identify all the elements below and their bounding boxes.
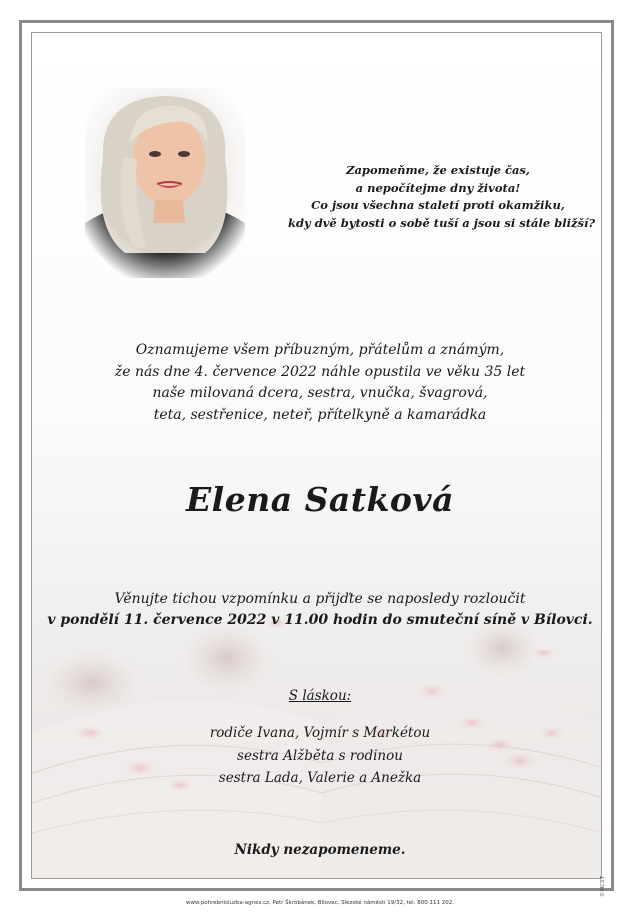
poem-line: Co jsou všechna staletí proti okamžiku, (311, 198, 565, 212)
footer-contact: www.pohrebnisluzba-agnes.cz, Petr Škrobánek, Bílovec, Slezské náměstí 19/32, tel. 800 111 202. (186, 900, 454, 906)
announcement (70, 340, 570, 426)
announcement-line: Oznamujeme všem příbuzným, přátelům a známým, (135, 342, 505, 358)
family-line: sestra Lada, Valerie a Anežka (218, 770, 422, 786)
family-line: rodiče Ivana, Vojmír s Markétou (209, 725, 431, 741)
announcement-line: teta, sestřenice, neteř, přítelkyně a kamarádka (153, 406, 487, 423)
announcement-line: že nás dne 4. července 2022 náhle opustila ve věku 35 let (114, 363, 526, 380)
announcement-line: naše milovaná dcera, sestra, vnučka, švagrová, (152, 385, 488, 401)
poem-line: Zapomeňme, že existuje čas, (346, 163, 530, 177)
family-list (70, 722, 570, 790)
closing-line: Nikdy nezapomeneme. (234, 842, 406, 858)
corner-mark: ©MCST (600, 876, 606, 897)
family-line: sestra Alžběta s rodinou (237, 747, 403, 764)
funeral-invitation (40, 589, 600, 631)
portrait-photo (85, 88, 245, 278)
poem (288, 162, 596, 232)
with-love-heading: S láskou: (288, 688, 352, 704)
invitation-line: Věnujte tichou vzpomínku a přijďte se naposledy rozloučit (114, 591, 526, 607)
deceased-name: Elena Satková (186, 480, 454, 519)
poem-line: a nepočítejme dny života! (355, 180, 521, 195)
poem-line: kdy dvě bytosti o sobě tuší a jsou si stále bližší? (288, 215, 596, 230)
ceremony-details: v pondělí 11. července 2022 v 11.00 hodin do smuteční síně v Bílovci. (47, 612, 593, 628)
